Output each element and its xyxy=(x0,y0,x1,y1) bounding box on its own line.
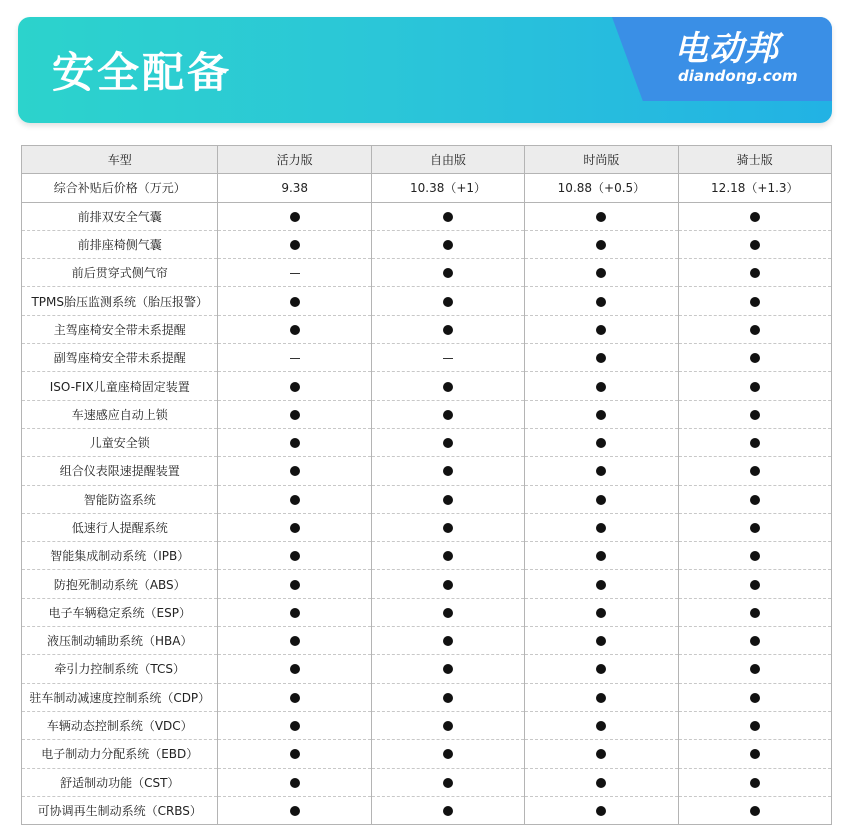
dot-icon xyxy=(750,778,760,788)
feature-cell xyxy=(371,627,524,655)
dot-icon xyxy=(596,749,606,759)
feature-cell xyxy=(678,259,831,287)
dot-icon xyxy=(443,240,453,250)
feature-label: 副驾座椅安全带未系提醒 xyxy=(22,344,218,372)
table-row xyxy=(22,570,832,598)
dot-icon xyxy=(750,721,760,731)
dash-icon xyxy=(290,273,300,274)
feature-cell xyxy=(218,457,371,485)
table-row xyxy=(22,740,832,768)
dot-icon xyxy=(443,608,453,618)
feature-cell xyxy=(525,570,678,598)
table-row xyxy=(22,344,832,372)
dot-icon xyxy=(750,749,760,759)
price-label: 综合补贴后价格（万元） xyxy=(22,174,218,202)
feature-cell xyxy=(678,627,831,655)
dot-icon xyxy=(290,580,300,590)
feature-cell xyxy=(678,570,831,598)
feature-cell xyxy=(525,457,678,485)
dot-icon xyxy=(290,551,300,561)
feature-cell xyxy=(371,372,524,400)
dot-icon xyxy=(596,523,606,533)
dot-icon xyxy=(443,523,453,533)
dot-icon xyxy=(750,580,760,590)
feature-label: 驻车制动减速度控制系统（CDP） xyxy=(22,683,218,711)
dot-icon xyxy=(750,438,760,448)
table-row xyxy=(22,202,832,230)
dot-icon xyxy=(596,551,606,561)
table-row xyxy=(22,230,832,258)
table-row xyxy=(22,428,832,456)
feature-cell xyxy=(678,287,831,315)
brand-logo: 电动邦 xyxy=(674,29,779,69)
feature-label: 儿童安全锁 xyxy=(22,428,218,456)
feature-cell xyxy=(218,796,371,824)
feature-cell xyxy=(218,655,371,683)
feature-label: ISO-FIX儿童座椅固定装置 xyxy=(22,372,218,400)
feature-cell xyxy=(678,711,831,739)
feature-cell xyxy=(678,230,831,258)
feature-cell xyxy=(371,428,524,456)
feature-cell xyxy=(678,655,831,683)
dot-icon xyxy=(443,382,453,392)
feature-cell xyxy=(525,513,678,541)
dot-icon xyxy=(290,495,300,505)
brand-logo-domain: diandong.com xyxy=(678,67,798,85)
feature-cell xyxy=(525,655,678,683)
feature-cell xyxy=(371,711,524,739)
dot-icon xyxy=(596,495,606,505)
feature-cell xyxy=(218,683,371,711)
dot-icon xyxy=(443,580,453,590)
feature-cell xyxy=(371,683,524,711)
feature-cell xyxy=(678,683,831,711)
feature-cell xyxy=(218,372,371,400)
dot-icon xyxy=(596,721,606,731)
dot-icon xyxy=(443,438,453,448)
dot-icon xyxy=(290,297,300,307)
header-trim-ziyou: 自由版 xyxy=(371,146,524,174)
dot-icon xyxy=(750,212,760,222)
dot-icon xyxy=(290,410,300,420)
dot-icon xyxy=(290,608,300,618)
dot-icon xyxy=(596,608,606,618)
table-row xyxy=(22,655,832,683)
feature-cell xyxy=(218,400,371,428)
dot-icon xyxy=(290,749,300,759)
feature-cell xyxy=(678,457,831,485)
dot-icon xyxy=(290,240,300,250)
table-row xyxy=(22,598,832,626)
feature-cell xyxy=(525,202,678,230)
feature-cell xyxy=(218,542,371,570)
dot-icon xyxy=(750,268,760,278)
feature-cell xyxy=(371,485,524,513)
dot-icon xyxy=(290,382,300,392)
dot-icon xyxy=(443,212,453,222)
dot-icon xyxy=(443,466,453,476)
dot-icon xyxy=(290,325,300,335)
feature-label: 可协调再生制动系统（CRBS） xyxy=(22,796,218,824)
price-value: 12.18（+1.3） xyxy=(678,174,831,202)
table-row xyxy=(22,485,832,513)
feature-cell xyxy=(678,598,831,626)
dot-icon xyxy=(750,636,760,646)
feature-label: 电子车辆稳定系统（ESP） xyxy=(22,598,218,626)
feature-cell xyxy=(218,344,371,372)
dot-icon xyxy=(750,693,760,703)
page-title: 安全配备 xyxy=(52,48,233,97)
feature-cell xyxy=(525,740,678,768)
header-trim-shishang: 时尚版 xyxy=(525,146,678,174)
dot-icon xyxy=(596,297,606,307)
feature-cell xyxy=(218,711,371,739)
feature-cell xyxy=(678,542,831,570)
dot-icon xyxy=(290,693,300,703)
feature-label: 智能集成制动系统（IPB） xyxy=(22,542,218,570)
feature-label: 前排座椅侧气囊 xyxy=(22,230,218,258)
feature-cell xyxy=(678,428,831,456)
dot-icon xyxy=(750,382,760,392)
dot-icon xyxy=(443,551,453,561)
feature-label: 低速行人提醒系统 xyxy=(22,513,218,541)
dot-icon xyxy=(596,438,606,448)
feature-cell xyxy=(371,457,524,485)
dot-icon xyxy=(596,580,606,590)
feature-cell xyxy=(371,202,524,230)
feature-cell xyxy=(525,485,678,513)
dot-icon xyxy=(443,806,453,816)
dot-icon xyxy=(443,664,453,674)
title-banner xyxy=(18,17,832,123)
dot-icon xyxy=(290,212,300,222)
dot-icon xyxy=(290,778,300,788)
dot-icon xyxy=(596,778,606,788)
feature-cell xyxy=(371,259,524,287)
dot-icon xyxy=(750,664,760,674)
feature-cell xyxy=(678,513,831,541)
feature-cell xyxy=(525,372,678,400)
table-row xyxy=(22,259,832,287)
feature-cell xyxy=(371,740,524,768)
feature-label: 防抱死制动系统（ABS） xyxy=(22,570,218,598)
feature-cell xyxy=(678,768,831,796)
feature-label: 组合仪表限速提醒装置 xyxy=(22,457,218,485)
dot-icon xyxy=(596,636,606,646)
feature-cell xyxy=(678,740,831,768)
safety-spec-table xyxy=(21,145,832,825)
dot-icon xyxy=(596,410,606,420)
feature-cell xyxy=(371,513,524,541)
dot-icon xyxy=(290,438,300,448)
feature-cell xyxy=(218,485,371,513)
dot-icon xyxy=(750,608,760,618)
dot-icon xyxy=(443,268,453,278)
dot-icon xyxy=(290,523,300,533)
dot-icon xyxy=(596,353,606,363)
feature-cell xyxy=(371,655,524,683)
feature-cell xyxy=(218,230,371,258)
feature-label: 液压制动辅助系统（HBA） xyxy=(22,627,218,655)
dot-icon xyxy=(596,664,606,674)
feature-cell xyxy=(678,202,831,230)
table-row xyxy=(22,768,832,796)
dot-icon xyxy=(290,664,300,674)
header-model: 车型 xyxy=(22,146,218,174)
feature-cell xyxy=(678,315,831,343)
table-row xyxy=(22,796,832,824)
feature-cell xyxy=(218,740,371,768)
table-row xyxy=(22,711,832,739)
price-value: 10.88（+0.5） xyxy=(525,174,678,202)
feature-cell xyxy=(525,230,678,258)
dot-icon xyxy=(750,353,760,363)
feature-cell xyxy=(218,627,371,655)
dot-icon xyxy=(750,466,760,476)
dot-icon xyxy=(443,721,453,731)
dot-icon xyxy=(596,212,606,222)
feature-cell xyxy=(371,768,524,796)
table-row xyxy=(22,683,832,711)
dot-icon xyxy=(290,806,300,816)
dot-icon xyxy=(596,693,606,703)
feature-cell xyxy=(218,315,371,343)
feature-cell xyxy=(525,683,678,711)
dot-icon xyxy=(290,466,300,476)
feature-cell xyxy=(525,627,678,655)
dot-icon xyxy=(596,382,606,392)
feature-cell xyxy=(371,315,524,343)
table-row xyxy=(22,287,832,315)
feature-cell xyxy=(525,400,678,428)
dot-icon xyxy=(443,297,453,307)
dot-icon xyxy=(750,297,760,307)
feature-label: 前排双安全气囊 xyxy=(22,202,218,230)
feature-cell xyxy=(525,259,678,287)
feature-cell xyxy=(218,428,371,456)
feature-cell xyxy=(525,542,678,570)
dot-icon xyxy=(750,495,760,505)
feature-cell xyxy=(525,796,678,824)
feature-label: 电子制动力分配系统（EBD） xyxy=(22,740,218,768)
feature-cell xyxy=(678,372,831,400)
dot-icon xyxy=(443,636,453,646)
feature-label: 智能防盗系统 xyxy=(22,485,218,513)
dot-icon xyxy=(290,721,300,731)
dot-icon xyxy=(596,466,606,476)
dot-icon xyxy=(596,268,606,278)
feature-cell xyxy=(218,570,371,598)
feature-cell xyxy=(371,598,524,626)
dot-icon xyxy=(443,495,453,505)
feature-label: TPMS胎压监测系统（胎压报警） xyxy=(22,287,218,315)
feature-cell xyxy=(218,768,371,796)
dot-icon xyxy=(596,806,606,816)
feature-cell xyxy=(371,287,524,315)
feature-label: 车速感应自动上锁 xyxy=(22,400,218,428)
dash-icon xyxy=(443,358,453,359)
feature-cell xyxy=(371,542,524,570)
feature-cell xyxy=(525,598,678,626)
table-row xyxy=(22,513,832,541)
table-row xyxy=(22,400,832,428)
price-value: 9.38 xyxy=(218,174,371,202)
table-header-row xyxy=(22,146,832,174)
table-row xyxy=(22,457,832,485)
dot-icon xyxy=(596,240,606,250)
feature-cell xyxy=(525,768,678,796)
feature-label: 车辆动态控制系统（VDC） xyxy=(22,711,218,739)
dot-icon xyxy=(750,325,760,335)
feature-cell xyxy=(371,796,524,824)
feature-label: 牵引力控制系统（TCS） xyxy=(22,655,218,683)
feature-cell xyxy=(525,315,678,343)
price-value: 10.38（+1） xyxy=(371,174,524,202)
feature-cell xyxy=(525,287,678,315)
dot-icon xyxy=(596,325,606,335)
feature-cell xyxy=(525,711,678,739)
table-row xyxy=(22,542,832,570)
dot-icon xyxy=(750,410,760,420)
dot-icon xyxy=(750,523,760,533)
feature-cell xyxy=(218,259,371,287)
dot-icon xyxy=(443,325,453,335)
feature-label: 舒适制动功能（CST） xyxy=(22,768,218,796)
feature-cell xyxy=(678,796,831,824)
dot-icon xyxy=(443,749,453,759)
header-trim-qishi: 骑士版 xyxy=(678,146,831,174)
dot-icon xyxy=(750,806,760,816)
feature-cell xyxy=(218,287,371,315)
dot-icon xyxy=(443,410,453,420)
dot-icon xyxy=(750,551,760,561)
feature-cell xyxy=(678,344,831,372)
feature-label: 主驾座椅安全带未系提醒 xyxy=(22,315,218,343)
price-row xyxy=(22,174,832,202)
feature-cell xyxy=(525,344,678,372)
feature-cell xyxy=(218,202,371,230)
dot-icon xyxy=(290,636,300,646)
dot-icon xyxy=(443,778,453,788)
feature-cell xyxy=(218,598,371,626)
table-row xyxy=(22,627,832,655)
table-row xyxy=(22,315,832,343)
feature-cell xyxy=(678,400,831,428)
dot-icon xyxy=(750,240,760,250)
feature-cell xyxy=(371,230,524,258)
feature-cell xyxy=(218,513,371,541)
feature-cell xyxy=(371,344,524,372)
dot-icon xyxy=(443,693,453,703)
feature-cell xyxy=(678,485,831,513)
feature-cell xyxy=(371,570,524,598)
feature-cell xyxy=(525,428,678,456)
dash-icon xyxy=(290,358,300,359)
feature-cell xyxy=(371,400,524,428)
table-row xyxy=(22,372,832,400)
feature-label: 前后贯穿式侧气帘 xyxy=(22,259,218,287)
header-trim-huoli: 活力版 xyxy=(218,146,371,174)
